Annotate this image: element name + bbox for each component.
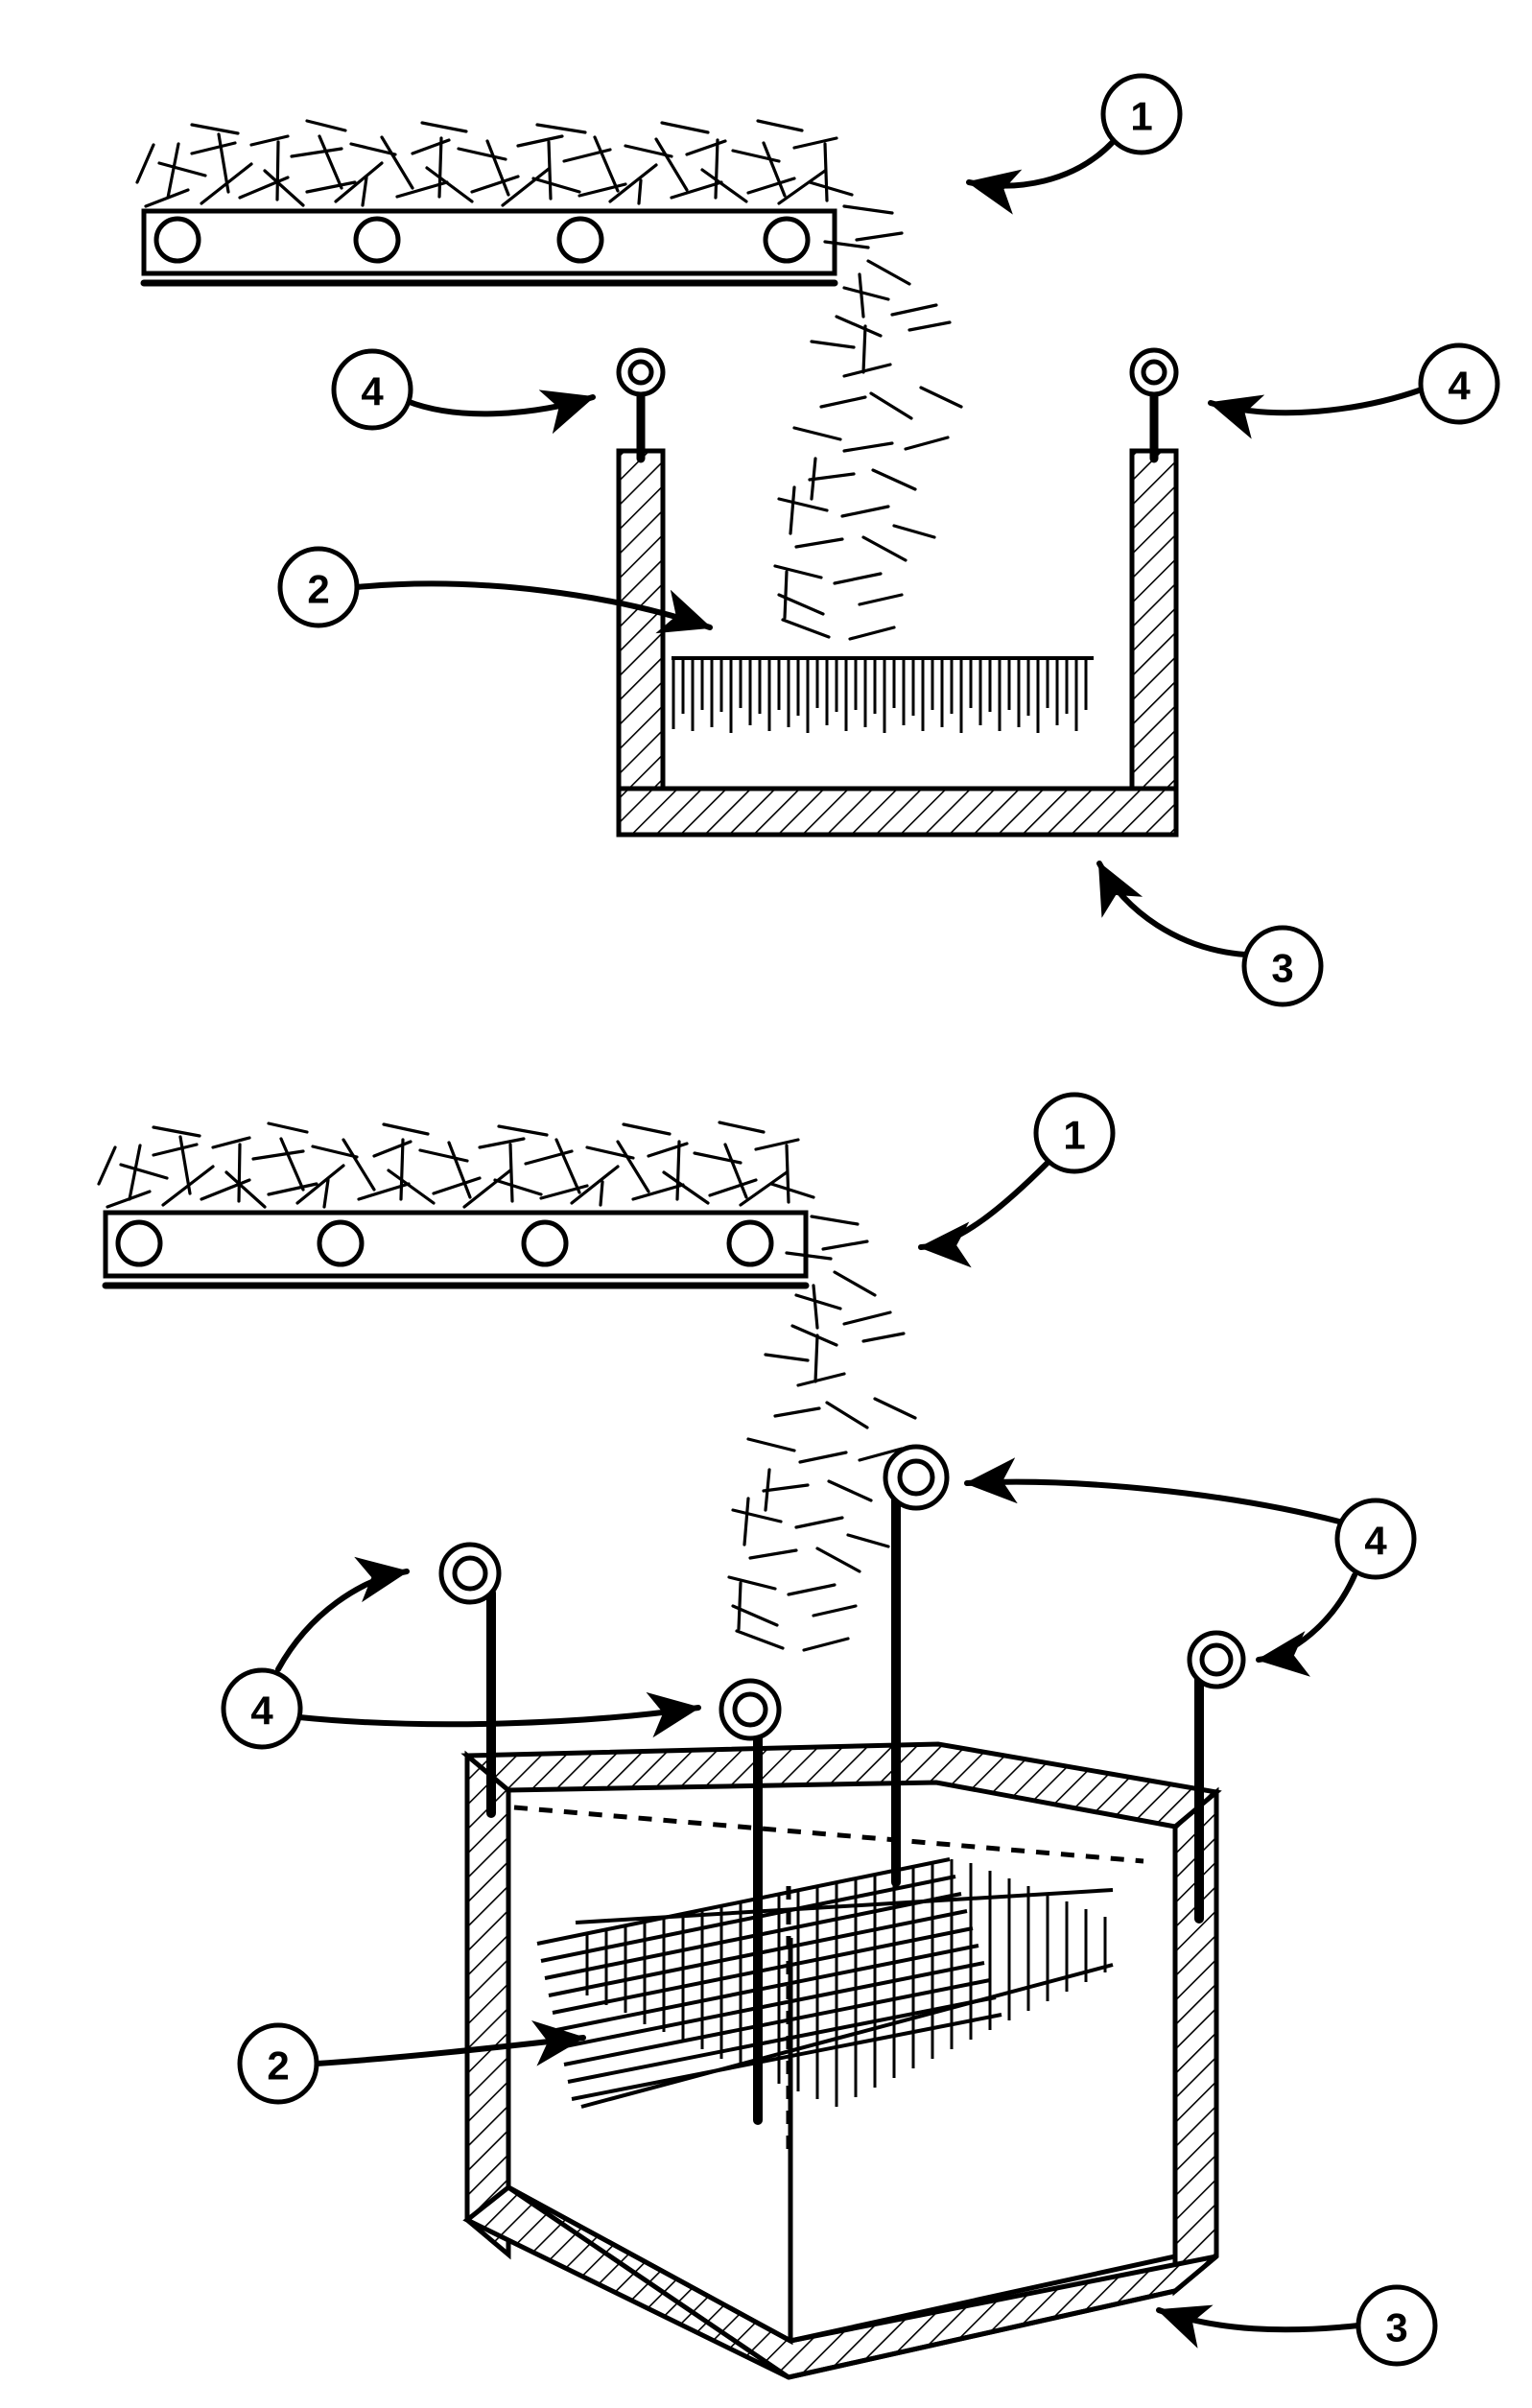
mold-left-wall [467, 1756, 508, 2255]
conveyor-roller [559, 219, 601, 261]
conveyor-roller [729, 1222, 771, 1264]
callout-4-left-side [334, 351, 593, 428]
callout-label: 3 [1271, 945, 1294, 991]
callout-label: 4 [250, 1688, 273, 1734]
conveyor-roller [524, 1222, 566, 1264]
callout-1-perspective [921, 1095, 1113, 1247]
perspective-view-group [99, 1095, 1435, 2377]
callout-label: 3 [1385, 2304, 1408, 2350]
callout-label: 2 [307, 566, 330, 612]
fiber-stream-perspective [729, 1216, 915, 1650]
mold-right-wall [1132, 451, 1176, 835]
fiber-mat-side [137, 121, 852, 206]
fiber-preform-perspective [537, 1859, 1113, 2107]
conveyor-roller [319, 1222, 362, 1264]
fiber-preform-side [672, 658, 1094, 733]
conveyor-roller [156, 219, 199, 261]
callout-4-right-side [1211, 345, 1497, 422]
callout-2-perspective [240, 2025, 583, 2102]
conveyor-roller [118, 1222, 160, 1264]
conveyor-roller [356, 219, 398, 261]
mold-side [619, 451, 1176, 835]
mold-left-wall [619, 451, 663, 835]
callout-label: 4 [1448, 363, 1471, 409]
guide-post-left-side [619, 350, 663, 459]
side-view-group [137, 76, 1497, 1004]
callout-3-side [1099, 863, 1321, 1004]
guide-post-back-perspective [885, 1447, 947, 1882]
callout-label: 1 [1063, 1112, 1086, 1158]
fiber-mat-perspective [99, 1122, 813, 1207]
callout-label: 2 [267, 2042, 290, 2089]
callout-label: 4 [361, 368, 384, 414]
callout-3-perspective [1159, 2287, 1435, 2364]
conveyor-roller [766, 219, 808, 261]
mold-top-rim [467, 1744, 1216, 1827]
callout-1-side [969, 76, 1180, 186]
mold-base [467, 2187, 1216, 2377]
callout-label: 1 [1130, 93, 1153, 139]
callout-4-rear-perspective [967, 1482, 1414, 1660]
conveyor-perspective [106, 1213, 806, 1286]
callout-label: 4 [1364, 1518, 1387, 1564]
guide-post-right-side [1132, 350, 1176, 459]
conveyor-side [144, 211, 835, 283]
mold-base [619, 789, 1176, 835]
